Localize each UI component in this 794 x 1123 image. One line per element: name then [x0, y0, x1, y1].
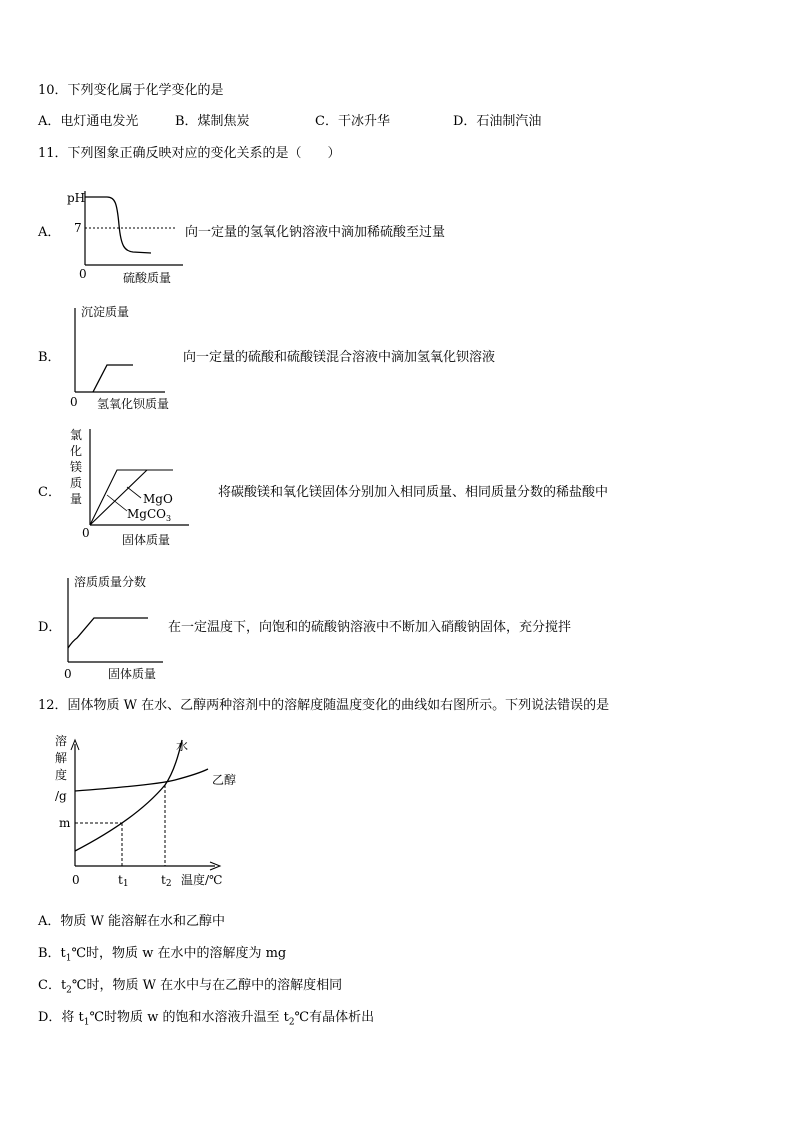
q11-c-letter: C． [38, 485, 61, 500]
q11-d-text: 在一定温度下，向饱和的硫酸钠溶液中不断加入硝酸钠固体，充分搅拌 [168, 620, 572, 635]
q11-d-origin: 0 [64, 667, 72, 681]
q12-water-label: 水 [176, 739, 189, 753]
q12-option-b: B．$t_1℃$时，物质 w 在水中的溶解度为 mg [38, 946, 287, 964]
q11-a-letter: A． [38, 225, 61, 240]
q12-t2-label: t2 [161, 873, 172, 889]
q12-graph [50, 730, 250, 895]
q12-ylabel-2: 解 [55, 751, 68, 765]
q12-ylabel-3: 度 [55, 768, 68, 782]
q11-a-xlabel: 硫酸质量 [123, 271, 172, 285]
q11-a-curve [85, 197, 151, 253]
q11-c-ylabel-2: 化 [70, 444, 83, 458]
q11-c-origin: 0 [82, 526, 90, 540]
q11-c-ylabel-4: 质 [70, 476, 83, 490]
q12-ethanol-curve [75, 769, 208, 791]
q11-b-xlabel: 氢氧化钡质量 [97, 397, 170, 411]
q11-b-text: 向一定量的硫酸和硫酸镁混合溶液中滴加氢氧化钡溶液 [183, 350, 496, 365]
q11-a-text: 向一定量的氢氧化钠溶液中滴加稀硫酸至过量 [185, 225, 446, 240]
q12-t1-label: t1 [118, 873, 129, 889]
q11-d-letter: D． [38, 620, 62, 635]
q11-d-ylabel: 溶质质量分数 [74, 575, 147, 589]
q12-option-c: C．$t_2℃$时，物质 W 在水中与在乙醇中的溶解度相同 [38, 978, 343, 996]
q11-c-series-mgco3: MgCO$_3$ [127, 507, 172, 523]
q11-b-ylabel: 沉淀质量 [81, 305, 130, 319]
q11-c-xlabel: 固体质量 [122, 533, 171, 547]
q11-a-graph [55, 185, 195, 290]
q12-m-label: m [59, 816, 71, 830]
q12-stem: 12．固体物质 W 在水、乙醇两种溶剂中的溶解度随温度变化的曲线如右图所示。下列说法错误的是 [38, 698, 610, 713]
q12-option-d: D．将 $t_1℃$时物质 w 的饱和水溶液升温至 $t_2℃$有晶体析出 [38, 1010, 375, 1028]
q11-b-letter: B． [38, 350, 61, 365]
q10-option-c: C．干冰升华 [315, 114, 390, 129]
q11-a-ylabel: pH [67, 191, 86, 205]
q12-ylabel-4: /g [55, 789, 67, 803]
q11-d-curve [68, 618, 148, 648]
q11-b-origin: 0 [70, 395, 78, 409]
q12-option-a: A．物质 W 能溶解在水和乙醇中 [38, 914, 226, 929]
q11-c-text: 将碳酸镁和氧化镁固体分别加入相同质量、相同质量分数的稀盐酸中 [218, 485, 609, 500]
q11-c-ylabel-5: 量 [70, 492, 83, 506]
q11-c-pointer-mgo [127, 487, 141, 498]
q12-origin: 0 [72, 873, 80, 887]
q10-option-b: B．煤制焦炭 [175, 114, 250, 129]
q10-stem: 10．下列变化属于化学变化的是 [38, 83, 224, 98]
q11-c-graph [65, 425, 210, 550]
q11-stem: 11．下列图象正确反映对应的变化关系的是（ ） [38, 146, 341, 161]
q10-option-d: D．石油制汽油 [453, 114, 542, 129]
q12-ethanol-label: 乙醇 [212, 773, 237, 787]
q11-a-tick: 7 [74, 221, 82, 235]
q11-c-pointer-mgco3 [107, 495, 127, 511]
q11-b-curve [93, 365, 133, 392]
q11-c-ylabel-3: 镁 [70, 460, 83, 474]
q12-xlabel: 温度/℃ [181, 873, 223, 887]
q11-c-ylabel-1: 氯 [70, 428, 83, 442]
q10-option-a: A．电灯通电发光 [38, 114, 139, 129]
q12-ylabel-1: 溶 [55, 734, 68, 748]
q11-c-series-mgo: MgO [143, 492, 173, 506]
q11-a-origin: 0 [79, 267, 87, 281]
q12-water-curve [75, 740, 182, 851]
q11-d-xlabel: 固体质量 [108, 667, 157, 681]
